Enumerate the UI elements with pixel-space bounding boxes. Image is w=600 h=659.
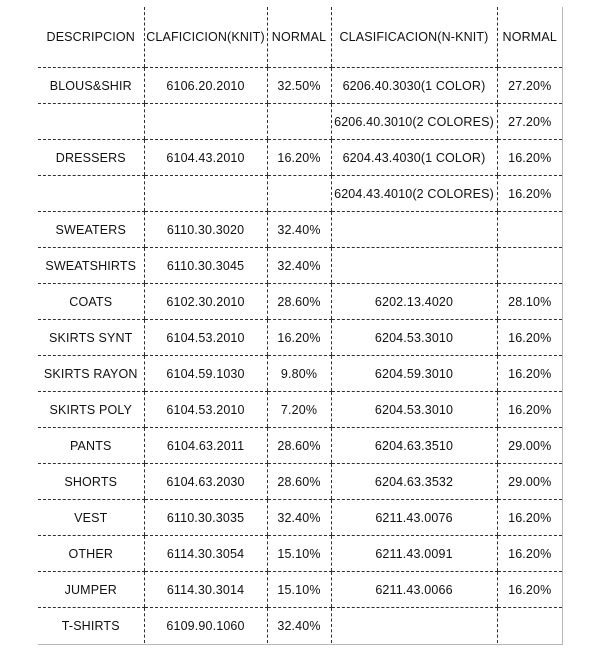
header-cell-knit-classification[interactable]: CLAFICICION(KNIT) xyxy=(144,7,267,68)
table-row xyxy=(38,104,562,140)
table-row xyxy=(38,428,562,464)
cell-description[interactable]: JUMPER xyxy=(38,572,144,608)
header-cell-description[interactable]: DESCRIPCION xyxy=(38,7,144,68)
cell-knit-normal-rate[interactable]: 28.60% xyxy=(267,428,331,464)
cell-description[interactable]: SWEATERS xyxy=(38,212,144,248)
cell-nonknit-normal-rate[interactable]: 16.20% xyxy=(497,572,562,608)
cell-description[interactable]: T-SHIRTS xyxy=(61,618,120,633)
table-row xyxy=(38,140,562,176)
cell-knit-normal-rate[interactable]: 16.20% xyxy=(267,320,331,356)
cell-knit-normal-rate[interactable]: 32.40% xyxy=(267,500,331,536)
cell-nonknit-classification[interactable]: 6202.13.4020 xyxy=(331,284,497,320)
cell-knit-classification[interactable]: 6110.30.3035 xyxy=(144,500,267,536)
cell-description[interactable]: SKIRTS RAYON xyxy=(38,356,144,392)
cell-knit-normal-rate[interactable]: 15.10% xyxy=(267,572,331,608)
cell-nonknit-classification[interactable] xyxy=(331,248,497,284)
header-cell-nonknit-normal-rate[interactable]: NORMAL xyxy=(497,7,562,68)
cell-nonknit-normal-rate[interactable]: 16.20% xyxy=(497,176,562,212)
cell-knit-classification[interactable]: 6110.30.3020 xyxy=(144,212,267,248)
cell-nonknit-classification[interactable] xyxy=(331,608,497,644)
table-row xyxy=(38,464,562,500)
cell-description[interactable]: PANTS xyxy=(38,428,144,464)
cell-nonknit-normal-rate[interactable]: 29.00% xyxy=(497,428,562,464)
cell-nonknit-normal-rate[interactable]: 16.20% xyxy=(497,140,562,176)
cell-knit-normal-rate[interactable] xyxy=(267,176,331,212)
cell-nonknit-normal-rate[interactable]: 29.00% xyxy=(497,464,562,500)
table-row xyxy=(38,176,562,212)
cell-description[interactable]: VEST xyxy=(38,500,144,536)
cell-knit-normal-rate[interactable] xyxy=(267,104,331,140)
cell-knit-normal-rate[interactable]: 32.50% xyxy=(267,68,331,104)
cell-knit-classification[interactable]: 6102.30.2010 xyxy=(144,284,267,320)
cell-nonknit-classification[interactable]: 6206.40.3010(2 COLORES) xyxy=(331,104,497,140)
cell-knit-classification[interactable]: 6104.59.1030 xyxy=(144,356,267,392)
cell-nonknit-classification[interactable]: 6211.43.0066 xyxy=(331,572,497,608)
cell-knit-normal-rate[interactable]: 7.20% xyxy=(267,392,331,428)
cell-nonknit-normal-rate[interactable] xyxy=(497,248,562,284)
cell-knit-classification[interactable]: 6110.30.3045 xyxy=(144,248,267,284)
cell-nonknit-normal-rate[interactable]: 16.20% xyxy=(497,500,562,536)
cell-description[interactable]: SKIRTS POLY xyxy=(38,392,144,428)
cell-nonknit-normal-rate[interactable]: 16.20% xyxy=(497,356,562,392)
cell-nonknit-classification[interactable]: 6211.43.0076 xyxy=(331,500,497,536)
cell-description[interactable]: OTHER xyxy=(38,536,144,572)
cell-knit-normal-rate[interactable]: 9.80% xyxy=(267,356,331,392)
cell-nonknit-classification[interactable]: 6206.40.3030(1 COLOR) xyxy=(331,68,497,104)
cell-knit-classification[interactable]: 6109.90.1060 xyxy=(144,608,267,644)
cell-nonknit-normal-rate[interactable]: 27.20% xyxy=(497,104,562,140)
cell-description[interactable]: SHORTS xyxy=(38,464,144,500)
table-row xyxy=(38,284,562,320)
cell-nonknit-classification[interactable]: 6204.53.3010 xyxy=(331,392,497,428)
table-row xyxy=(38,212,562,248)
table-row xyxy=(38,572,562,608)
table-row xyxy=(38,392,562,428)
cell-nonknit-normal-rate[interactable]: 28.10% xyxy=(497,284,562,320)
cell-nonknit-normal-rate[interactable]: 27.20% xyxy=(497,68,562,104)
cell-nonknit-normal-rate[interactable]: 16.20% xyxy=(497,320,562,356)
cell-knit-classification[interactable]: 6104.53.2010 xyxy=(144,320,267,356)
header-cell-nonknit-classification[interactable]: CLASIFICACION(N-KNIT) xyxy=(331,7,497,68)
cell-nonknit-classification[interactable]: 6204.63.3532 xyxy=(331,464,497,500)
cell-nonknit-classification[interactable] xyxy=(331,212,497,248)
table-row xyxy=(38,248,562,284)
cell-knit-normal-rate[interactable]: 28.60% xyxy=(267,284,331,320)
cell-knit-classification[interactable] xyxy=(144,176,267,212)
cell-nonknit-normal-rate[interactable] xyxy=(497,608,562,644)
cell-description[interactable]: SWEATSHIRTS xyxy=(38,248,144,284)
cell-description[interactable] xyxy=(38,176,144,212)
cell-knit-normal-rate[interactable]: 32.40% xyxy=(267,212,331,248)
cell-nonknit-normal-rate[interactable]: 16.20% xyxy=(497,392,562,428)
cell-knit-classification[interactable]: 6104.53.2010 xyxy=(144,392,267,428)
cell-knit-classification[interactable]: 6104.63.2030 xyxy=(144,464,267,500)
cell-knit-normal-rate[interactable]: 15.10% xyxy=(267,536,331,572)
cell-description[interactable] xyxy=(38,104,144,140)
cell-nonknit-classification[interactable]: 6204.59.3010 xyxy=(331,356,497,392)
cell-nonknit-classification[interactable]: 6204.53.3010 xyxy=(331,320,497,356)
cell-knit-normal-rate[interactable]: 32.40% xyxy=(267,248,331,284)
table-row xyxy=(38,68,562,104)
cell-description[interactable]: BLOUS&SHIR xyxy=(38,68,144,104)
header-cell-knit-normal-rate[interactable]: NORMAL xyxy=(267,7,331,68)
cell-knit-classification[interactable]: 6104.63.2011 xyxy=(144,428,267,464)
cell-nonknit-normal-rate[interactable]: 16.20% xyxy=(497,536,562,572)
table-row xyxy=(38,320,562,356)
header-row xyxy=(38,7,562,68)
cell-nonknit-classification[interactable]: 6204.43.4030(1 COLOR) xyxy=(331,140,497,176)
cell-description[interactable]: DRESSERS xyxy=(38,140,144,176)
cell-nonknit-classification[interactable]: 6204.43.4010(2 COLORES) xyxy=(331,176,497,212)
cell-nonknit-normal-rate[interactable] xyxy=(497,212,562,248)
cell-knit-classification[interactable]: 6114.30.3014 xyxy=(144,572,267,608)
cell-knit-normal-rate[interactable]: 16.20% xyxy=(267,140,331,176)
classification-table xyxy=(38,7,562,643)
cell-nonknit-classification[interactable]: 6211.43.0091 xyxy=(331,536,497,572)
table-row xyxy=(38,500,562,536)
table-row xyxy=(38,536,562,572)
cell-description[interactable]: SKIRTS SYNT xyxy=(38,320,144,356)
cell-description[interactable]: COATS xyxy=(38,284,144,320)
cell-nonknit-classification[interactable]: 6204.63.3510 xyxy=(331,428,497,464)
cell-knit-classification[interactable]: 6114.30.3054 xyxy=(144,536,267,572)
table-row xyxy=(38,608,562,644)
cell-knit-classification[interactable]: 6106.20.2010 xyxy=(144,68,267,104)
cell-knit-normal-rate[interactable]: 32.40% xyxy=(267,608,331,644)
spreadsheet-sheet xyxy=(38,7,563,645)
cell-knit-normal-rate[interactable]: 28.60% xyxy=(267,464,331,500)
table-row xyxy=(38,356,562,392)
cell-knit-classification[interactable] xyxy=(144,104,267,140)
cell-knit-classification[interactable]: 6104.43.2010 xyxy=(144,140,267,176)
